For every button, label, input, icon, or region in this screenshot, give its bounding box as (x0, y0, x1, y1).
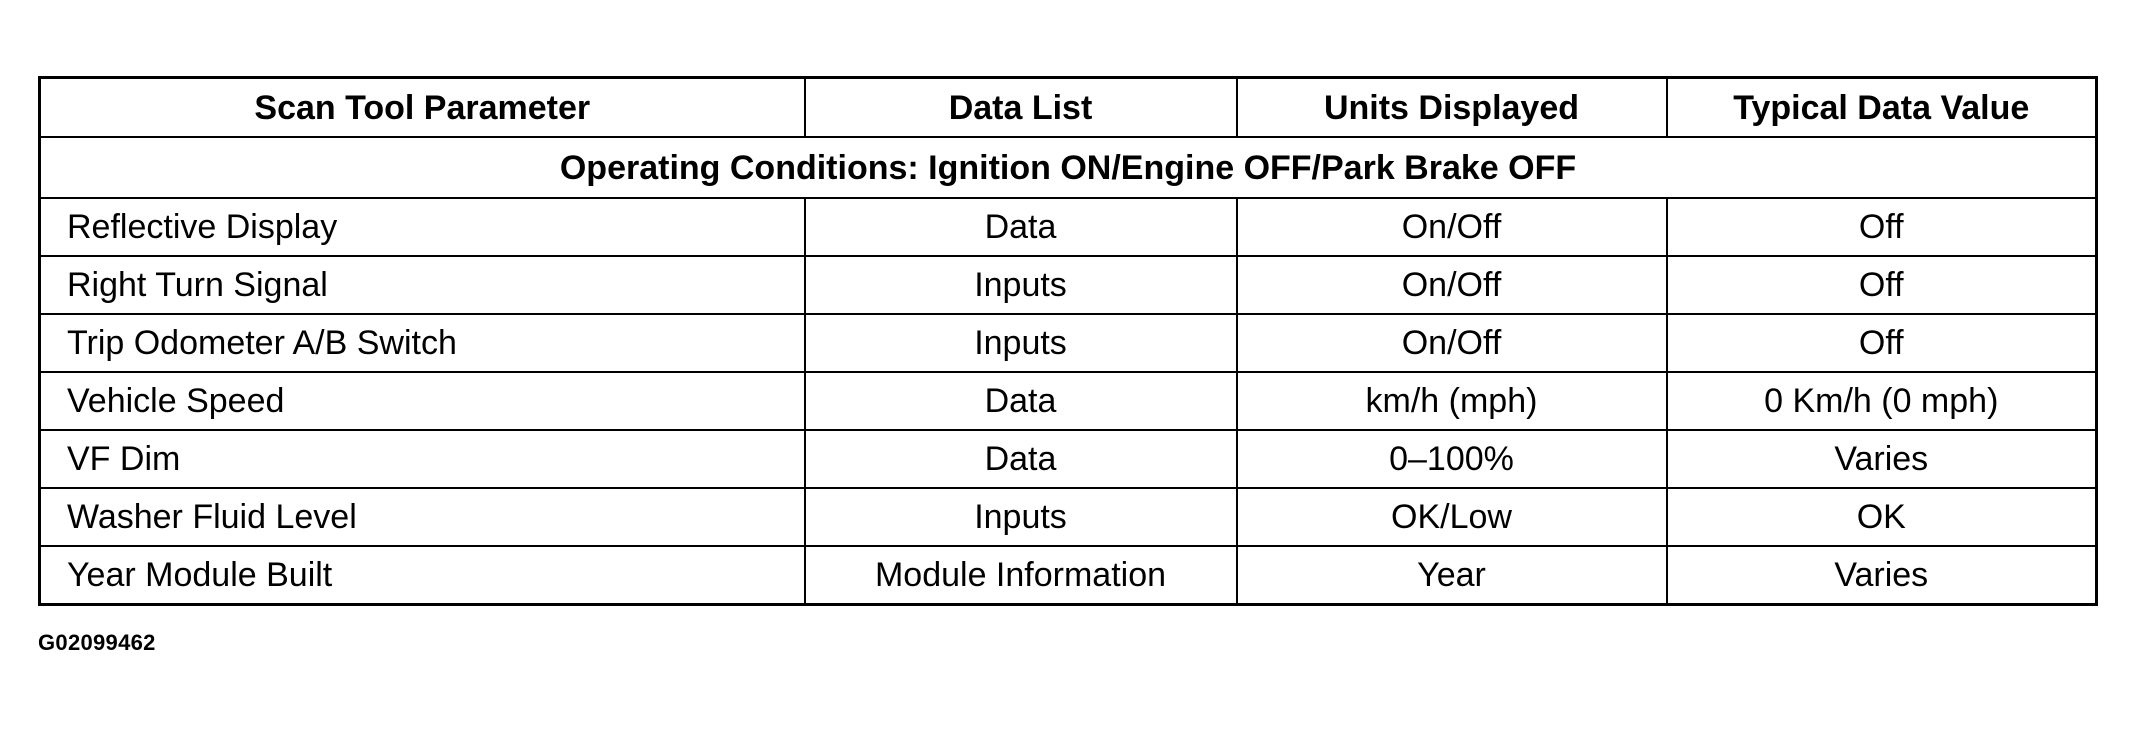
cell-parameter: VF Dim (40, 430, 805, 488)
cell-typical-value: Off (1667, 314, 2097, 372)
table-row (40, 488, 2097, 546)
cell-typical-value: Off (1667, 256, 2097, 314)
scan-tool-data-table (38, 76, 2098, 606)
cell-typical-value: Off (1667, 198, 2097, 256)
cell-typical-value: Varies (1667, 430, 2097, 488)
table-header-row (40, 78, 2097, 138)
table-row (40, 546, 2097, 605)
figure-id: G02099462 (38, 630, 156, 655)
cell-data-list: Data (805, 430, 1237, 488)
cell-units: On/Off (1237, 198, 1667, 256)
cell-typical-value: Varies (1667, 546, 2097, 605)
table-row (40, 314, 2097, 372)
cell-parameter: Right Turn Signal (40, 256, 805, 314)
cell-data-list: Data (805, 198, 1237, 256)
header-scan-tool-parameter: Scan Tool Parameter (40, 78, 805, 138)
cell-data-list: Inputs (805, 488, 1237, 546)
table-row (40, 430, 2097, 488)
header-data-list: Data List (805, 78, 1237, 138)
header-units-displayed: Units Displayed (1237, 78, 1667, 138)
operating-conditions: Operating Conditions: Ignition ON/Engine OFF/Park Brake OFF (40, 137, 2097, 198)
cell-parameter: Year Module Built (40, 546, 805, 605)
cell-units: On/Off (1237, 256, 1667, 314)
cell-parameter: Washer Fluid Level (40, 488, 805, 546)
cell-typical-value: 0 Km/h (0 mph) (1667, 372, 2097, 430)
operating-conditions-row (40, 137, 2097, 198)
header-typical-data-value: Typical Data Value (1667, 78, 2097, 138)
table-row (40, 256, 2097, 314)
cell-units: km/h (mph) (1237, 372, 1667, 430)
table-row (40, 198, 2097, 256)
cell-typical-value: OK (1667, 488, 2097, 546)
cell-data-list: Inputs (805, 256, 1237, 314)
cell-parameter: Vehicle Speed (40, 372, 805, 430)
cell-data-list: Module Information (805, 546, 1237, 605)
cell-parameter: Trip Odometer A/B Switch (40, 314, 805, 372)
cell-data-list: Data (805, 372, 1237, 430)
cell-units: OK/Low (1237, 488, 1667, 546)
scan-tool-data-table-container (38, 76, 2095, 606)
cell-data-list: Inputs (805, 314, 1237, 372)
cell-units: On/Off (1237, 314, 1667, 372)
cell-units: 0–100% (1237, 430, 1667, 488)
cell-units: Year (1237, 546, 1667, 605)
cell-parameter: Reflective Display (40, 198, 805, 256)
table-row (40, 372, 2097, 430)
